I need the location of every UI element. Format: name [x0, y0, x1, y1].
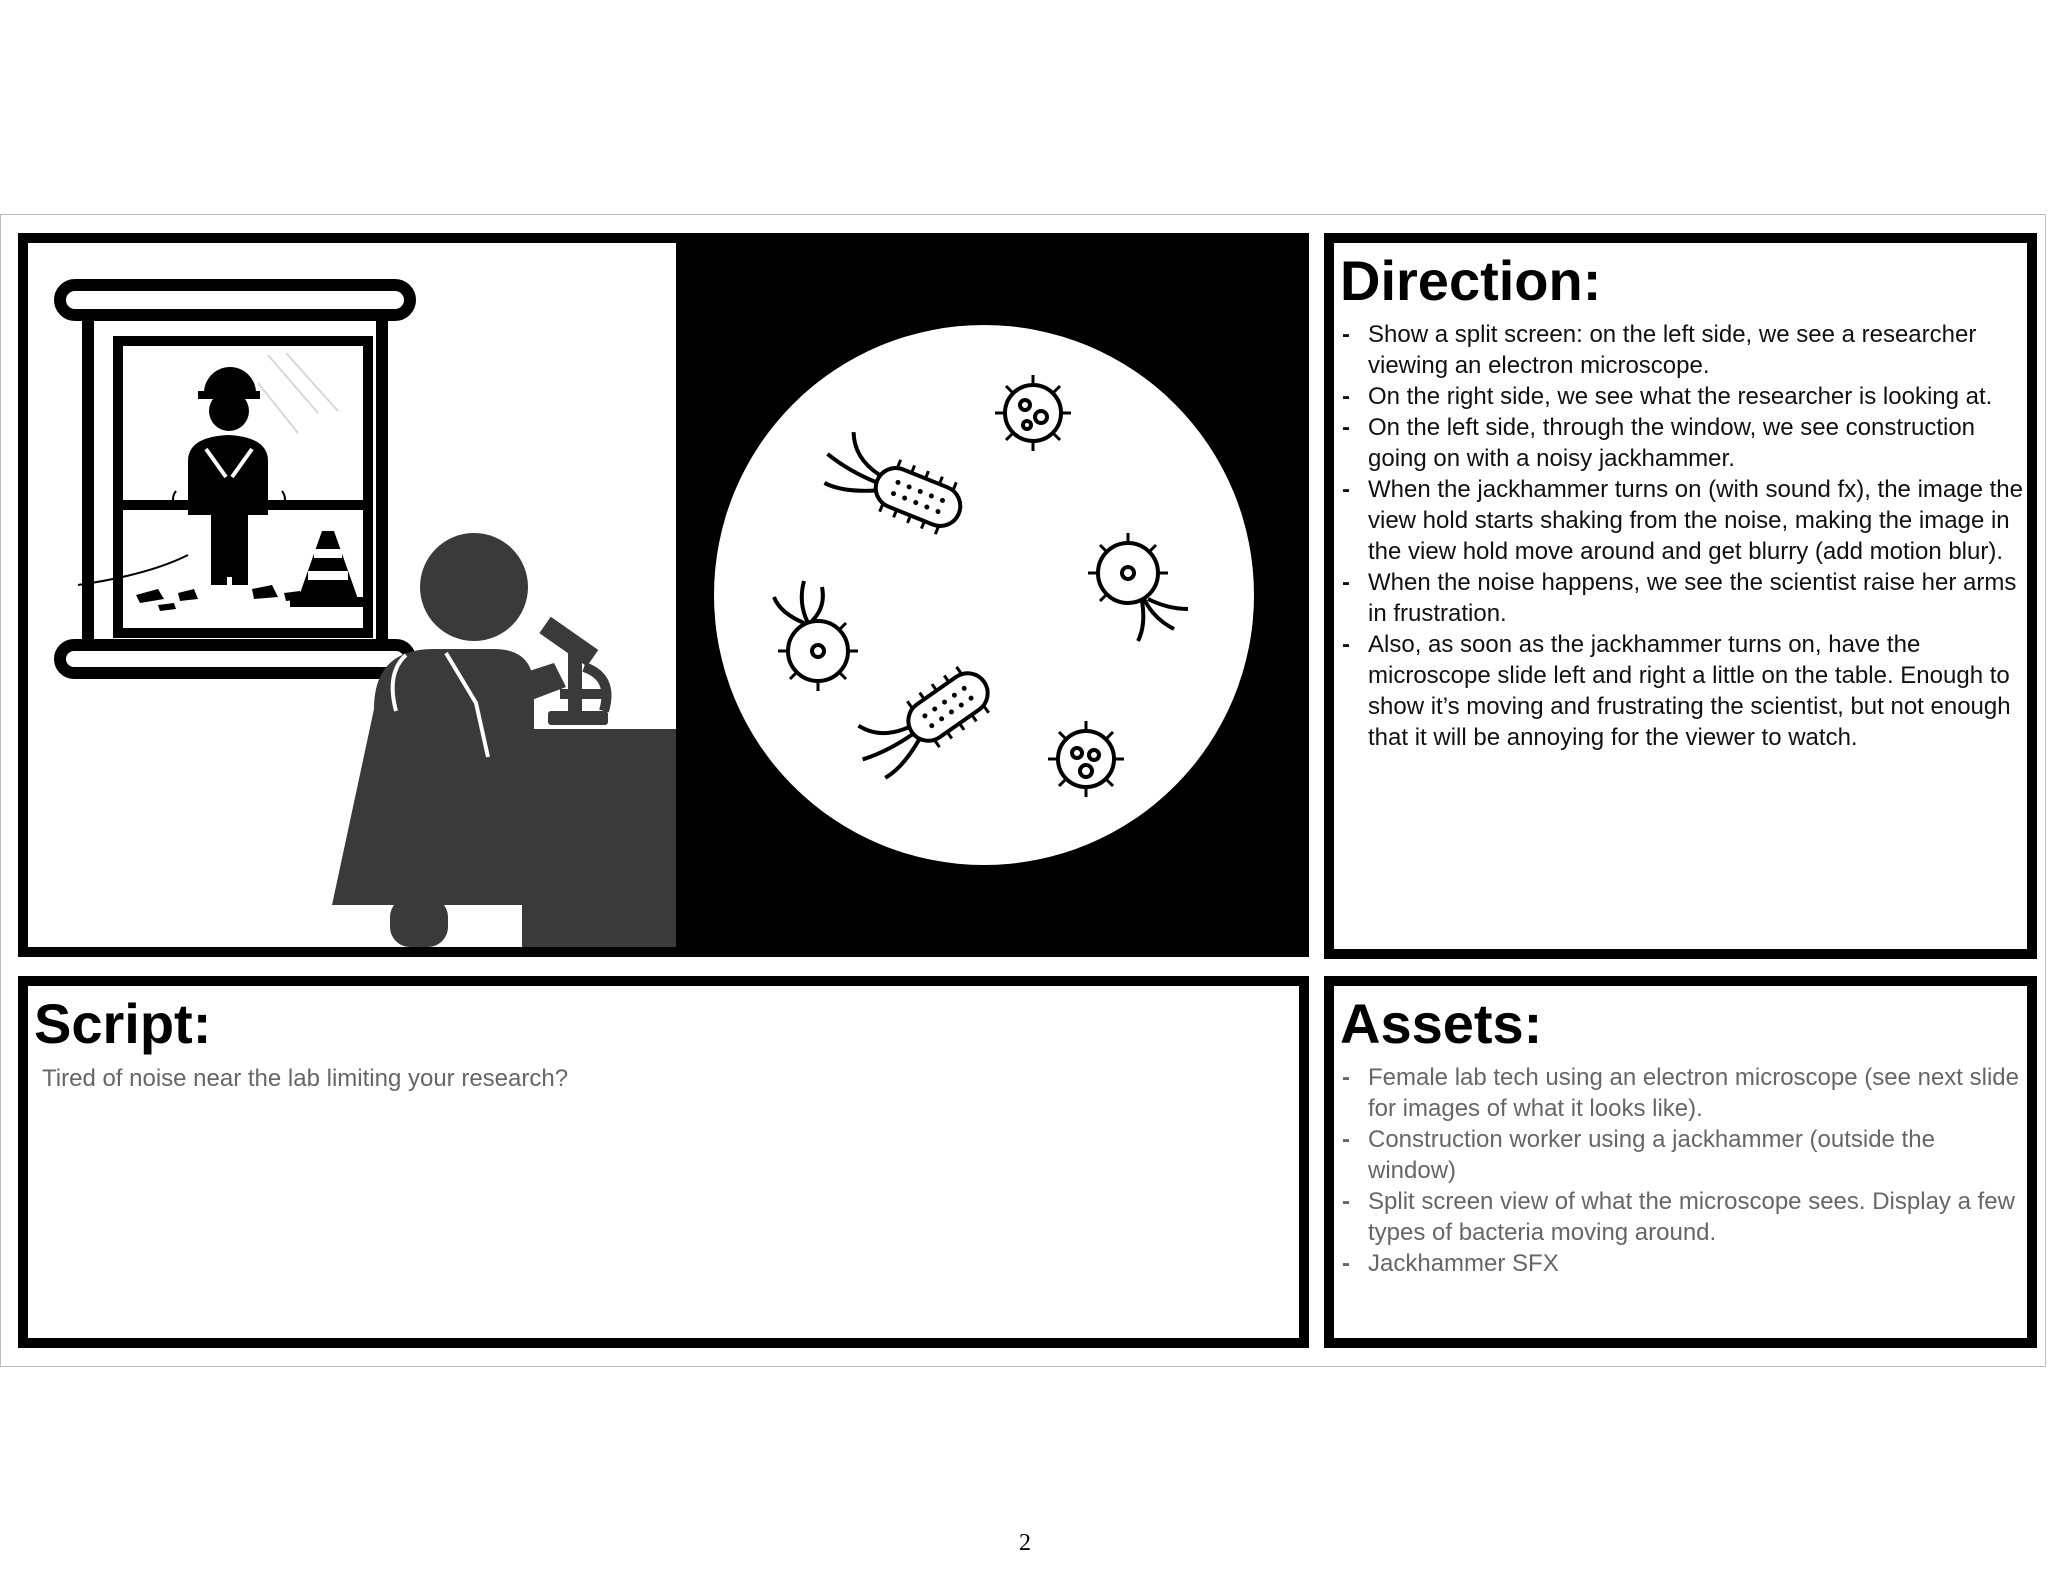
- direction-item: - When the noise happens, we see the scientist raise her arms in frustration.: [1340, 567, 2023, 629]
- storyboard-slide: [0, 214, 2046, 1556]
- assets-heading: Assets:: [1340, 992, 1543, 1055]
- direction-item: - On the left side, through the window, we see construction going on with a noisy jackhammer.: [1340, 412, 2023, 474]
- direction-heading: Direction:: [1340, 249, 1602, 312]
- assets-panel: [1324, 976, 2037, 1348]
- microscope-view-circle: [714, 325, 1254, 865]
- script-line: Tired of noise near the lab limiting your research?: [42, 1065, 569, 1092]
- lab-counter: [522, 729, 676, 947]
- assets-item: - Female lab tech using an electron microscope (see next slide for images of what it looks like).: [1340, 1062, 2023, 1124]
- assets-item: - Jackhammer SFX: [1340, 1248, 2023, 1279]
- assets-item: - Construction worker using a jackhammer (outside the window): [1340, 1124, 2023, 1186]
- script-heading: Script:: [34, 992, 212, 1055]
- direction-panel: [1324, 233, 2037, 959]
- illustration-panel: [18, 233, 1309, 957]
- script-panel: [18, 976, 1309, 1348]
- direction-item: - On the right side, we see what the researcher is looking at.: [1340, 381, 2023, 412]
- direction-item: - Show a split screen: on the left side, we see a researcher viewing an electron microscope.: [1340, 319, 2023, 381]
- page-number: 2: [1019, 1530, 1031, 1556]
- direction-item: - When the jackhammer turns on (with sound fx), the image the view hold starts shaking from the noise, making the image in the view hold move around and get blurry (add motion blur).: [1340, 474, 2023, 567]
- assets-item: - Split screen view of what the microscope sees. Display a few types of bacteria moving around.: [1340, 1186, 2023, 1248]
- direction-list: [1340, 319, 2023, 753]
- storyboard-illustration: [28, 243, 1299, 947]
- direction-item: - Also, as soon as the jackhammer turns on, have the microscope slide left and right a little on the table. Enough to show it’s moving and frustrating the scientist, but not enough that it will be annoying for the viewer to watch.: [1340, 629, 2023, 753]
- assets-list: [1340, 1062, 2023, 1279]
